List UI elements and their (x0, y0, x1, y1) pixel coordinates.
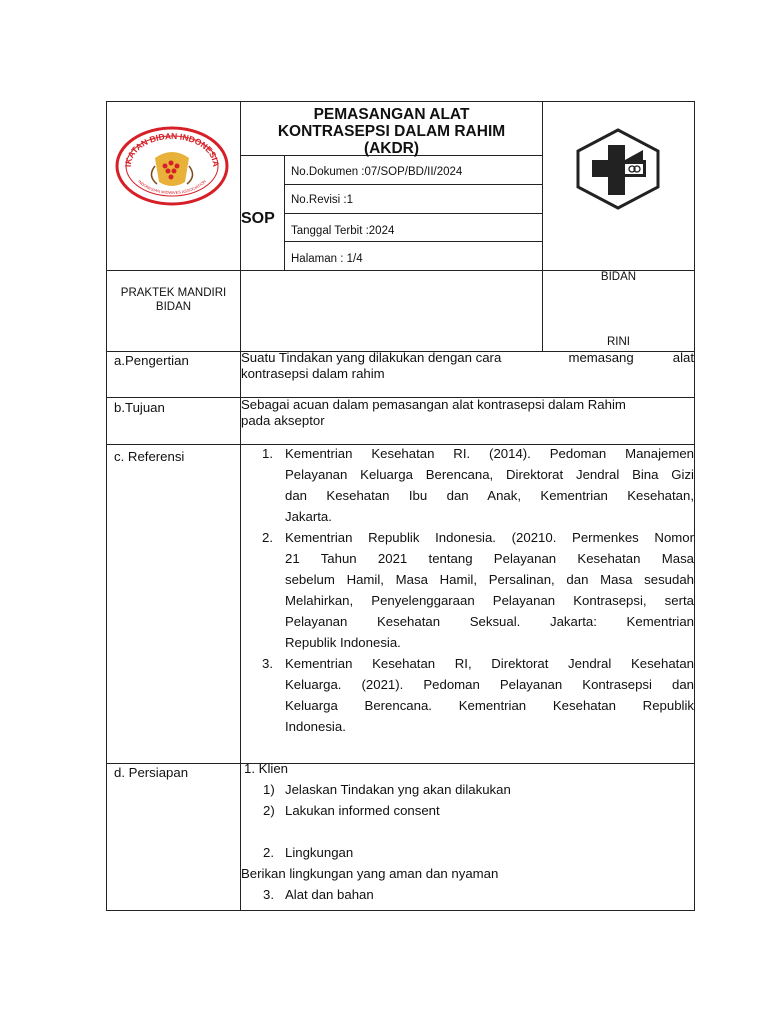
halaman: Halaman : 1/4 (291, 253, 363, 265)
ref-2-line-6: Republik Indonesia. (285, 635, 401, 650)
praktek-line-1: PRAKTEK MANDIRI (120, 287, 227, 299)
ref-2-line-4: Melahirkan, Penyelenggaraan Pelayanan Kontrasepsi, serta (285, 593, 694, 608)
pengertian-text-c: alat (672, 350, 694, 365)
alat-heading: Alat dan bahan (285, 887, 374, 902)
lingkungan-num: 2. (263, 845, 274, 860)
ref-2-line-2: 21 Tahun 2021 tentang Pelayanan Kesehatan Masa (285, 551, 694, 566)
table-border-bottom (106, 910, 695, 911)
ref-2-line-5: Pelayanan Kesehatan Seksual. Jakarta: Kementrian (285, 614, 694, 629)
alat-num: 3. (263, 887, 274, 902)
pengertian-label: a.Pengertian (114, 353, 189, 368)
ref-2-num: 2. (262, 530, 273, 545)
tujuan-line-1: Sebagai acuan dalam pemasangan alat kontrasepsi dalam Rahim (241, 397, 626, 412)
health-logo (575, 128, 661, 210)
no-dokumen: No.Dokumen :07/SOP/BD/II/2024 (291, 166, 463, 178)
ibi-logo (115, 126, 229, 206)
no-revisi: No.Revisi :1 (291, 194, 353, 206)
ref-1-line-1: Kementrian Kesehatan RI. (2014). Pedoman Manajemen (285, 446, 694, 461)
tujuan-line-2: pada akseptor (241, 413, 325, 428)
tujuan-label: b.Tujuan (114, 400, 165, 415)
meta-line-2 (284, 213, 543, 214)
table-border-top (106, 101, 695, 102)
ref-2-line-3: sebelum Hamil, Masa Hamil, Persalinan, dan Masa sesudah (285, 572, 694, 587)
tanggal-terbit: Tanggal Terbit :2024 (291, 225, 395, 237)
persiapan-klien: 1. Klien (244, 761, 288, 776)
ref-3-line-3: Keluarga Berencana. Kementrian Kesehatan Republik (285, 698, 694, 713)
klien-item-1-num: 1) (263, 782, 275, 797)
logo-arc-subtext: INDONESIAN MIDWIVES ASSOCIATION (137, 178, 207, 196)
ref-1-line-3: dan Kesehatan Ibu dan Anak, Kementrian Kesehatan, (285, 488, 694, 503)
pengertian-text-right (568, 350, 694, 366)
referensi-label: c. Referensi (114, 449, 185, 464)
health-cross-icon (575, 128, 661, 210)
meta-line-3 (284, 241, 543, 242)
title-line-3: (AKDR) (363, 140, 420, 157)
table-border-right (694, 101, 695, 911)
section-line-persiapan (106, 763, 695, 764)
praktek-line-2: BIDAN (155, 301, 192, 313)
klien-item-2-text: Lakukan informed consent (285, 803, 440, 818)
rini-label: RINI (607, 336, 630, 348)
sop-label: SOP (241, 210, 275, 227)
pengertian-line-2: kontrasepsi dalam rahim (241, 366, 385, 381)
meta-line-1 (284, 184, 543, 185)
ref-1-line-2: Pelayanan Keluarga Berencana, Direktorat Jendral Bina Gizi (285, 467, 694, 482)
ref-2-line-1: Kementrian Republik Indonesia. (20210. Permenkes Nomor (285, 530, 694, 545)
lingkungan-heading: Lingkungan (285, 845, 354, 860)
pengertian-line-1 (241, 350, 694, 366)
pengertian-text-b: memasang (568, 350, 634, 365)
document-title (241, 106, 542, 157)
klien-item-2-num: 2) (263, 803, 275, 818)
praktek-mandiri-label (107, 286, 240, 314)
ref-3-line-4: Indonesia. (285, 719, 346, 734)
ref-1-num: 1. (262, 446, 273, 461)
ref-1-line-4: Jakarta. (285, 509, 332, 524)
ref-3-num: 3. (262, 656, 273, 671)
pengertian-text-a: Suatu Tindakan yang dilakukan dengan cara (241, 350, 502, 365)
table-border-left (106, 101, 107, 911)
ibi-logo-icon (115, 126, 229, 206)
title-line-1: PEMASANGAN ALAT (313, 106, 470, 123)
ref-3-line-2: Keluarga. (2021). Pedoman Pelayanan Kontrasepsi dan (285, 677, 694, 692)
ref-3-line-1: Kementrian Kesehatan RI, Direktorat Jendral Kesehatan (285, 656, 694, 671)
persiapan-label: d. Persiapan (114, 765, 189, 780)
col-divider-right-logo (542, 101, 543, 352)
logo-arc-text: IKATAN BIDAN INDONESIA (122, 130, 222, 168)
title-line-2: KONTRASEPSI DALAM RAHIM (277, 123, 506, 140)
bidan-label: BIDAN (600, 271, 637, 283)
klien-item-1-text: Jelaskan Tindakan yng akan dilakukan (285, 782, 511, 797)
lingkungan-text: Berikan lingkungan yang aman dan nyaman (241, 866, 499, 881)
